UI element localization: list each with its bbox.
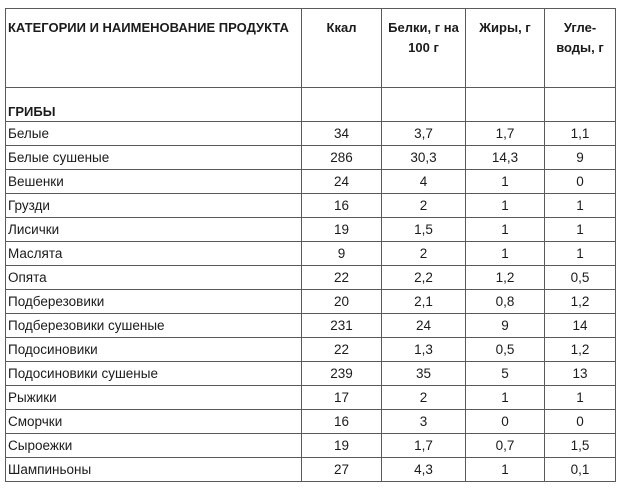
fat-cell: 9 [466,314,545,338]
table-row [6,314,616,338]
carbs-cell: 1,2 [545,290,616,314]
table-row [6,410,616,434]
kcal-cell: 19 [302,434,382,458]
carbs-cell: 0 [545,410,616,434]
table-row [6,242,616,266]
carbs-cell: 0 [545,170,616,194]
column-header-carbs: Угле-воды, г [545,9,616,88]
fat-cell: 1,7 [466,122,545,146]
protein-cell: 1,5 [382,218,466,242]
column-header-fat: Жиры, г [466,9,545,88]
section-row [6,88,616,122]
kcal-cell: 239 [302,362,382,386]
protein-cell: 3,7 [382,122,466,146]
fat-cell: 0,5 [466,338,545,362]
kcal-cell: 24 [302,170,382,194]
protein-cell: 35 [382,362,466,386]
fat-cell: 0,8 [466,290,545,314]
product-name-cell: Сморчки [6,410,302,434]
table-row [6,170,616,194]
product-name-cell: Шампиньоны [6,458,302,482]
product-name-cell: Подберезовики [6,290,302,314]
column-header-protein: Белки, г на 100 г [382,9,466,88]
product-name-cell: Лисички [6,218,302,242]
product-name-cell: Подосиновики [6,338,302,362]
fat-cell: 1 [466,170,545,194]
section-empty-cell [302,88,382,122]
table-body [6,88,616,482]
table-header [6,9,616,88]
table-row [6,146,616,170]
carbs-cell: 1 [545,218,616,242]
header-row [6,9,616,88]
kcal-cell: 34 [302,122,382,146]
product-name-cell: Белые [6,122,302,146]
table-row [6,290,616,314]
kcal-cell: 22 [302,266,382,290]
section-empty-cell [382,88,466,122]
carbs-cell: 0,1 [545,458,616,482]
protein-cell: 3 [382,410,466,434]
product-name-cell: Грузди [6,194,302,218]
protein-cell: 2 [382,386,466,410]
product-name-cell: Вешенки [6,170,302,194]
product-name-cell: Белые сушеные [6,146,302,170]
carbs-cell: 0,5 [545,266,616,290]
kcal-cell: 19 [302,218,382,242]
carbs-cell: 1,5 [545,434,616,458]
kcal-cell: 27 [302,458,382,482]
protein-cell: 30,3 [382,146,466,170]
fat-cell: 0,7 [466,434,545,458]
product-name-cell: Подберезовики сушеные [6,314,302,338]
fat-cell: 14,3 [466,146,545,170]
table-row [6,194,616,218]
protein-cell: 2 [382,194,466,218]
fat-cell: 1 [466,458,545,482]
kcal-cell: 286 [302,146,382,170]
kcal-cell: 16 [302,410,382,434]
protein-cell: 4,3 [382,458,466,482]
table-row [6,338,616,362]
table-row [6,218,616,242]
kcal-cell: 9 [302,242,382,266]
carbs-cell: 1 [545,194,616,218]
protein-cell: 2,1 [382,290,466,314]
table-row [6,434,616,458]
fat-cell: 1,2 [466,266,545,290]
protein-cell: 2,2 [382,266,466,290]
fat-cell: 1 [466,242,545,266]
kcal-cell: 20 [302,290,382,314]
section-empty-cell [545,88,616,122]
table-row [6,122,616,146]
fat-cell: 1 [466,194,545,218]
protein-cell: 1,3 [382,338,466,362]
fat-cell: 1 [466,386,545,410]
nutrition-table [5,8,616,482]
product-name-cell: Подосиновики сушеные [6,362,302,386]
table-row [6,362,616,386]
carbs-cell: 9 [545,146,616,170]
carbs-cell: 14 [545,314,616,338]
table-row [6,266,616,290]
protein-cell: 1,7 [382,434,466,458]
product-name-cell: Опята [6,266,302,290]
product-name-cell: Маслята [6,242,302,266]
table-row [6,458,616,482]
kcal-cell: 231 [302,314,382,338]
protein-cell: 24 [382,314,466,338]
fat-cell: 1 [466,218,545,242]
section-title: ГРИБЫ [6,88,302,122]
table-row [6,386,616,410]
kcal-cell: 17 [302,386,382,410]
carbs-cell: 1,1 [545,122,616,146]
column-header-name: КАТЕГОРИИ И НАИМЕНОВАНИЕ ПРОДУКТА [6,9,302,88]
carbs-cell: 1 [545,242,616,266]
carbs-cell: 13 [545,362,616,386]
protein-cell: 2 [382,242,466,266]
section-empty-cell [466,88,545,122]
protein-cell: 4 [382,170,466,194]
fat-cell: 0 [466,410,545,434]
product-name-cell: Рыжики [6,386,302,410]
column-header-kcal: Ккал [302,9,382,88]
fat-cell: 5 [466,362,545,386]
kcal-cell: 16 [302,194,382,218]
carbs-cell: 1,2 [545,338,616,362]
carbs-cell: 1 [545,386,616,410]
product-name-cell: Сыроежки [6,434,302,458]
kcal-cell: 22 [302,338,382,362]
